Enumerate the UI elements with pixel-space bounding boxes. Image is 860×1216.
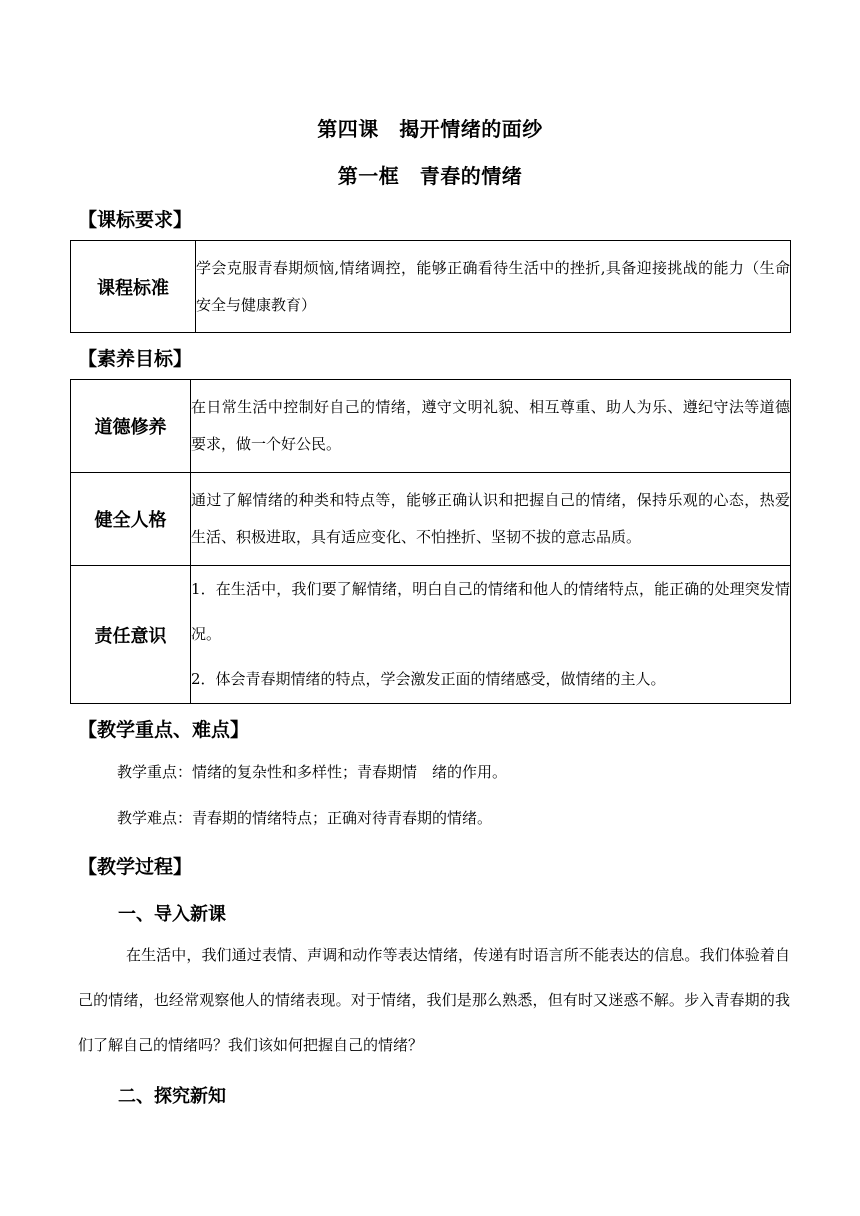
competency-text-responsibility: [191, 566, 791, 704]
curriculum-label: 课程标准: [71, 241, 196, 333]
curriculum-heading: 【课标要求】: [78, 209, 193, 231]
competency-text-personality: [191, 473, 791, 566]
curriculum-text: 学会克服青春期烦恼,情绪调控，能够正确看待生活中的挫折,具备迎接挑战的能力（生命安全与健康教育）: [196, 241, 791, 333]
teaching-focus: 教学重点：情绪的复杂性和多样性；青春期情 绪的作用。: [117, 763, 508, 781]
key-points-heading: 【教学重点、难点】: [78, 719, 250, 741]
table-row: [71, 473, 791, 566]
competency-label-personality: 健全人格: [71, 473, 191, 566]
curriculum-table: [70, 240, 791, 333]
process-heading: 【教学过程】: [78, 856, 193, 878]
competency-text-moral: [191, 380, 791, 473]
competency-line: 1．在生活中，我们要了解情绪，明白自己的情绪和他人的情绪特点，能正确的处理突发情况。: [191, 580, 790, 643]
section-title: 第一框 青春的情绪: [337, 164, 523, 188]
competency-line: 在日常生活中控制好自己的情绪，遵守文明礼貌、相互尊重、助人为乐、遵纪守法等道德要求，做一个好公民。: [191, 398, 790, 453]
step1-title: 一、导入新课: [118, 904, 226, 925]
teaching-difficulty: 教学难点：青春期的情绪特点；正确对待青春期的情绪。: [117, 809, 493, 827]
competency-line: 2．体会青春期情绪的特点，学会激发正面的情绪感受，做情绪的主人。: [191, 670, 666, 688]
competency-line: 通过了解情绪的种类和特点等，能够正确认识和把握自己的情绪，保持乐观的心态，热爱生活、积极进取，具有适应变化、不怕挫折、坚韧不拔的意志品质。: [191, 491, 790, 546]
table-row: [71, 566, 791, 704]
competency-heading: 【素养目标】: [78, 348, 193, 370]
competency-label-moral: 道德修养: [71, 380, 191, 473]
competency-label-responsibility: 责任意识: [71, 566, 191, 704]
lesson-title: 第四课 揭开情绪的面纱: [317, 117, 543, 141]
competency-table: [70, 379, 791, 704]
step1-text: 在生活中，我们通过表情、声调和动作等表达情绪，传递有时语言所不能表达的信息。我们体验着自己的情绪，也经常观察他人的情绪表现。对于情绪，我们是那么熟悉，但有时又迷惑不解。步入青春期的我们了解自己的情绪吗？我们该如何把握自己的情绪？: [78, 946, 790, 1054]
step2-title: 二、探究新知: [118, 1086, 226, 1107]
table-row: [71, 380, 791, 473]
table-row: [71, 241, 791, 333]
